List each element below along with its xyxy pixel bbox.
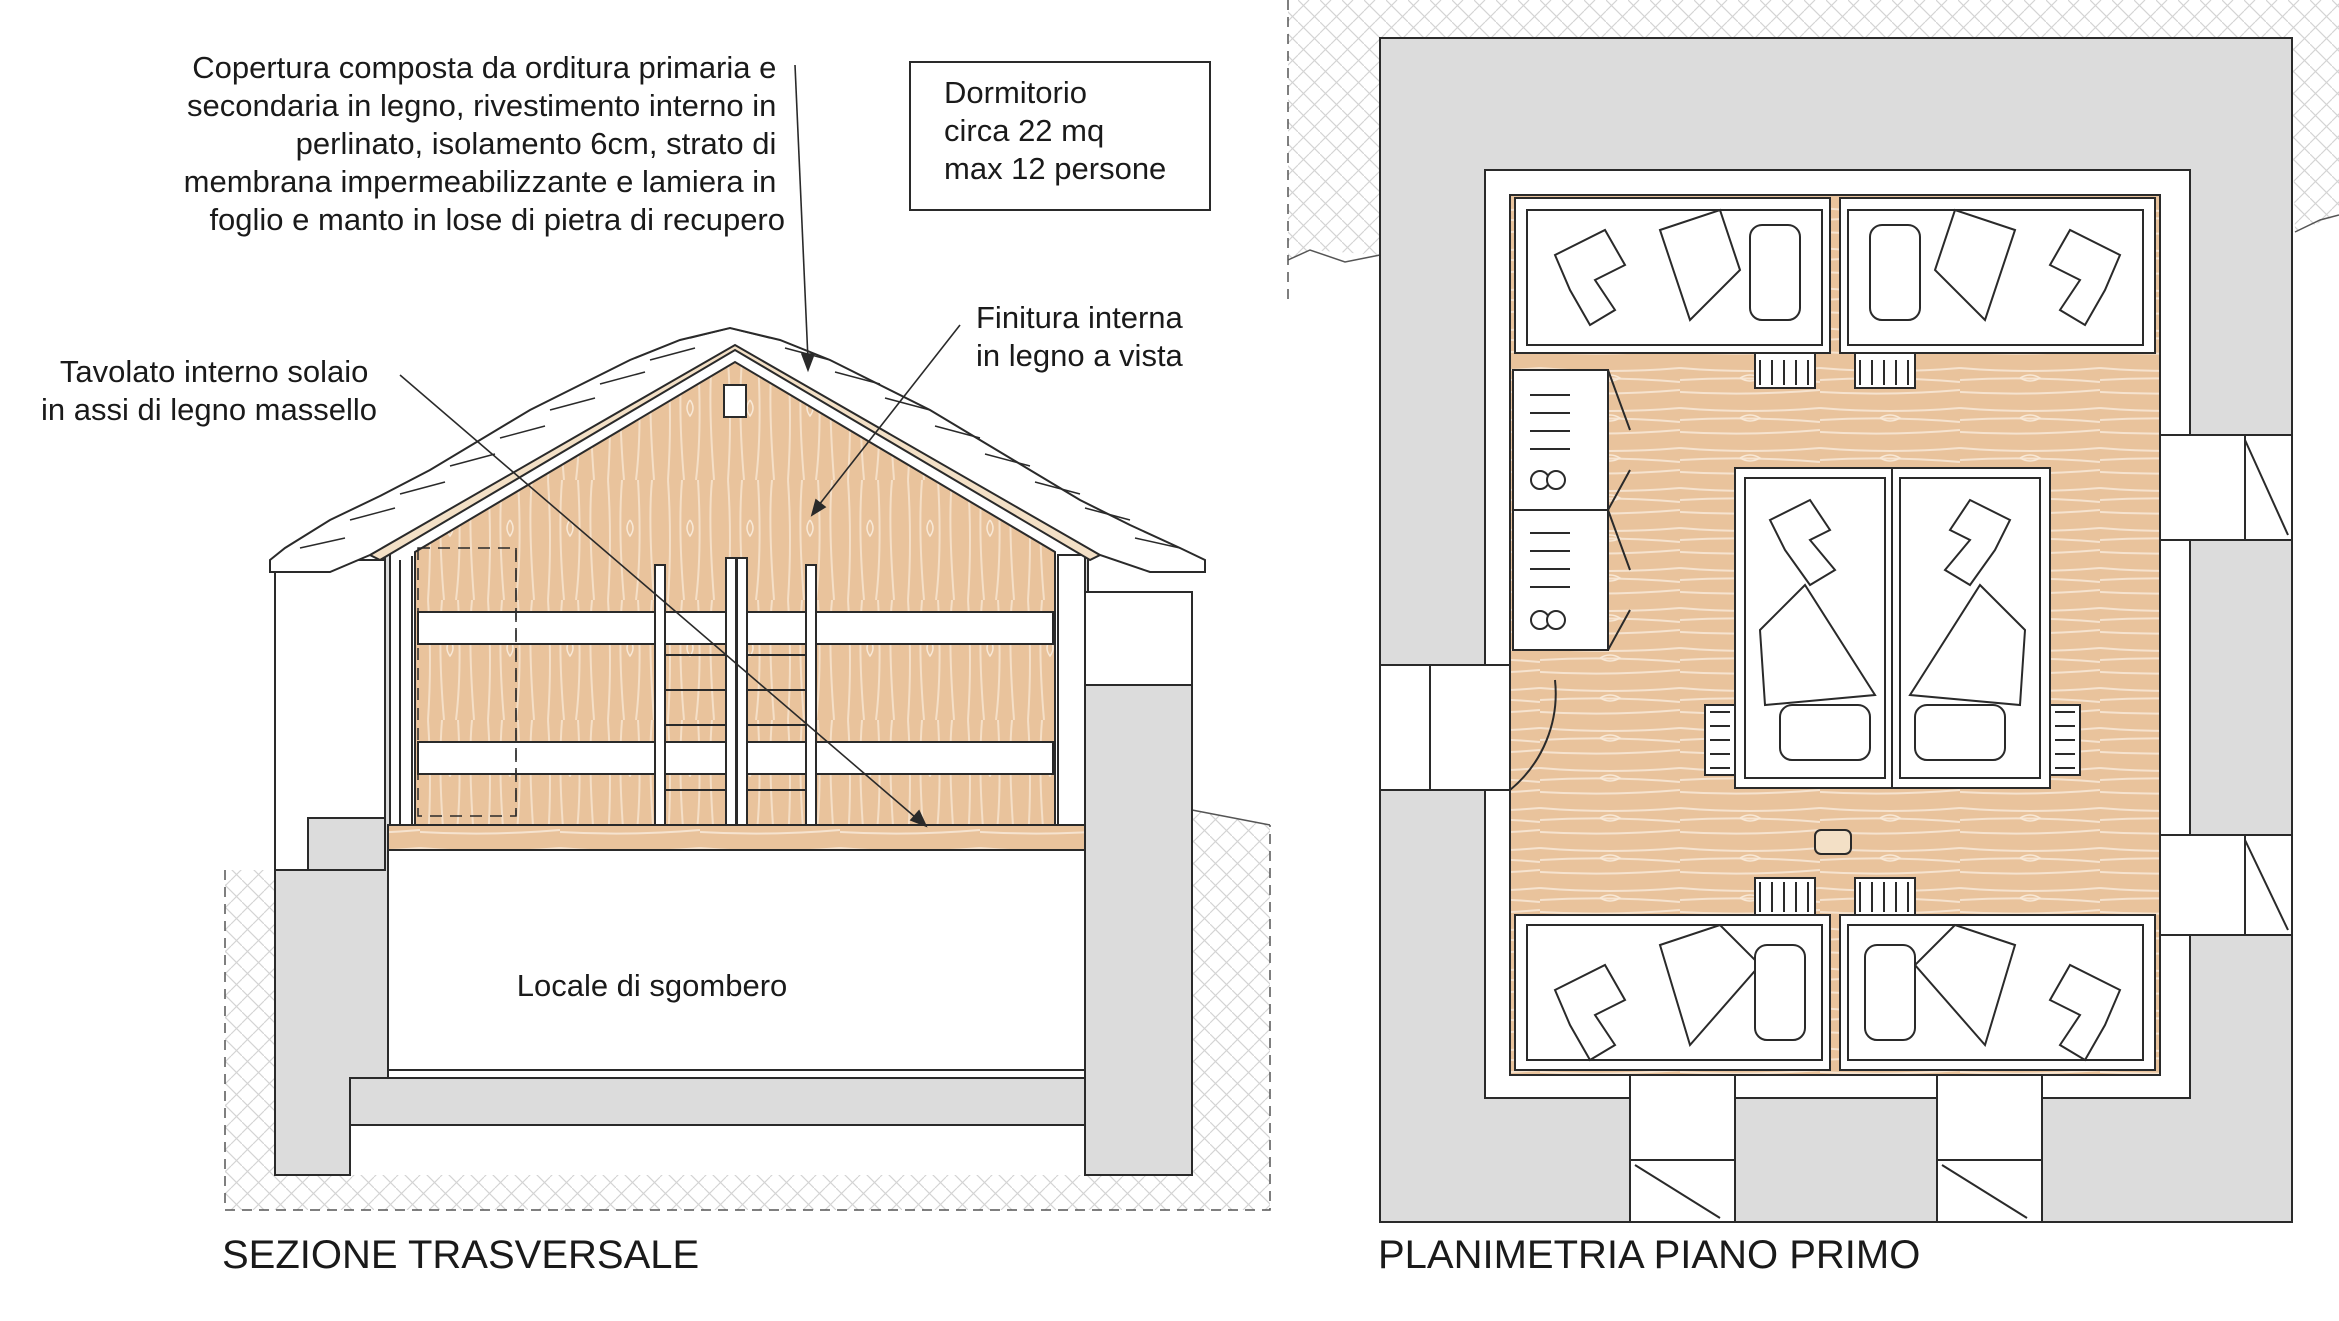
plan-bunk-center (1705, 468, 2080, 788)
finish-note: Finitura interna in legno a vista (976, 300, 1183, 373)
info-line-1: Dormitorio (944, 75, 1087, 110)
info-box (910, 62, 1210, 210)
cross-section (41, 50, 1270, 1277)
right-wall (1085, 685, 1192, 1175)
section-title: SEZIONE TRASVERSALE (222, 1233, 700, 1277)
roof-vent (724, 385, 746, 417)
plan-floor-hatch (1815, 830, 1851, 854)
roof-note: Copertura composta da orditura primaria e secondaria in legno, rivestimento interno in perlinato, isolamento 6cm, strato di membrana impermeabilizzante e lamiera in foglio e manto in lose di pietra di recupero (183, 50, 785, 237)
info-line-2: circa 22 mq (944, 113, 1105, 148)
floor-note: Tavolato interno solaio in assi di legno massello (40, 354, 377, 427)
floor-slab (388, 825, 1085, 850)
storage-room-label: Locale di sgombero (516, 968, 788, 1003)
right-upper-wall (1058, 555, 1085, 825)
floor-plan (1288, 0, 2339, 1277)
storage-room (388, 850, 1085, 1078)
info-line-3: max 12 persone (944, 151, 1167, 186)
plan-title: PLANIMETRIA PIANO PRIMO (1378, 1233, 1921, 1277)
foundation-slab (350, 1078, 1085, 1125)
